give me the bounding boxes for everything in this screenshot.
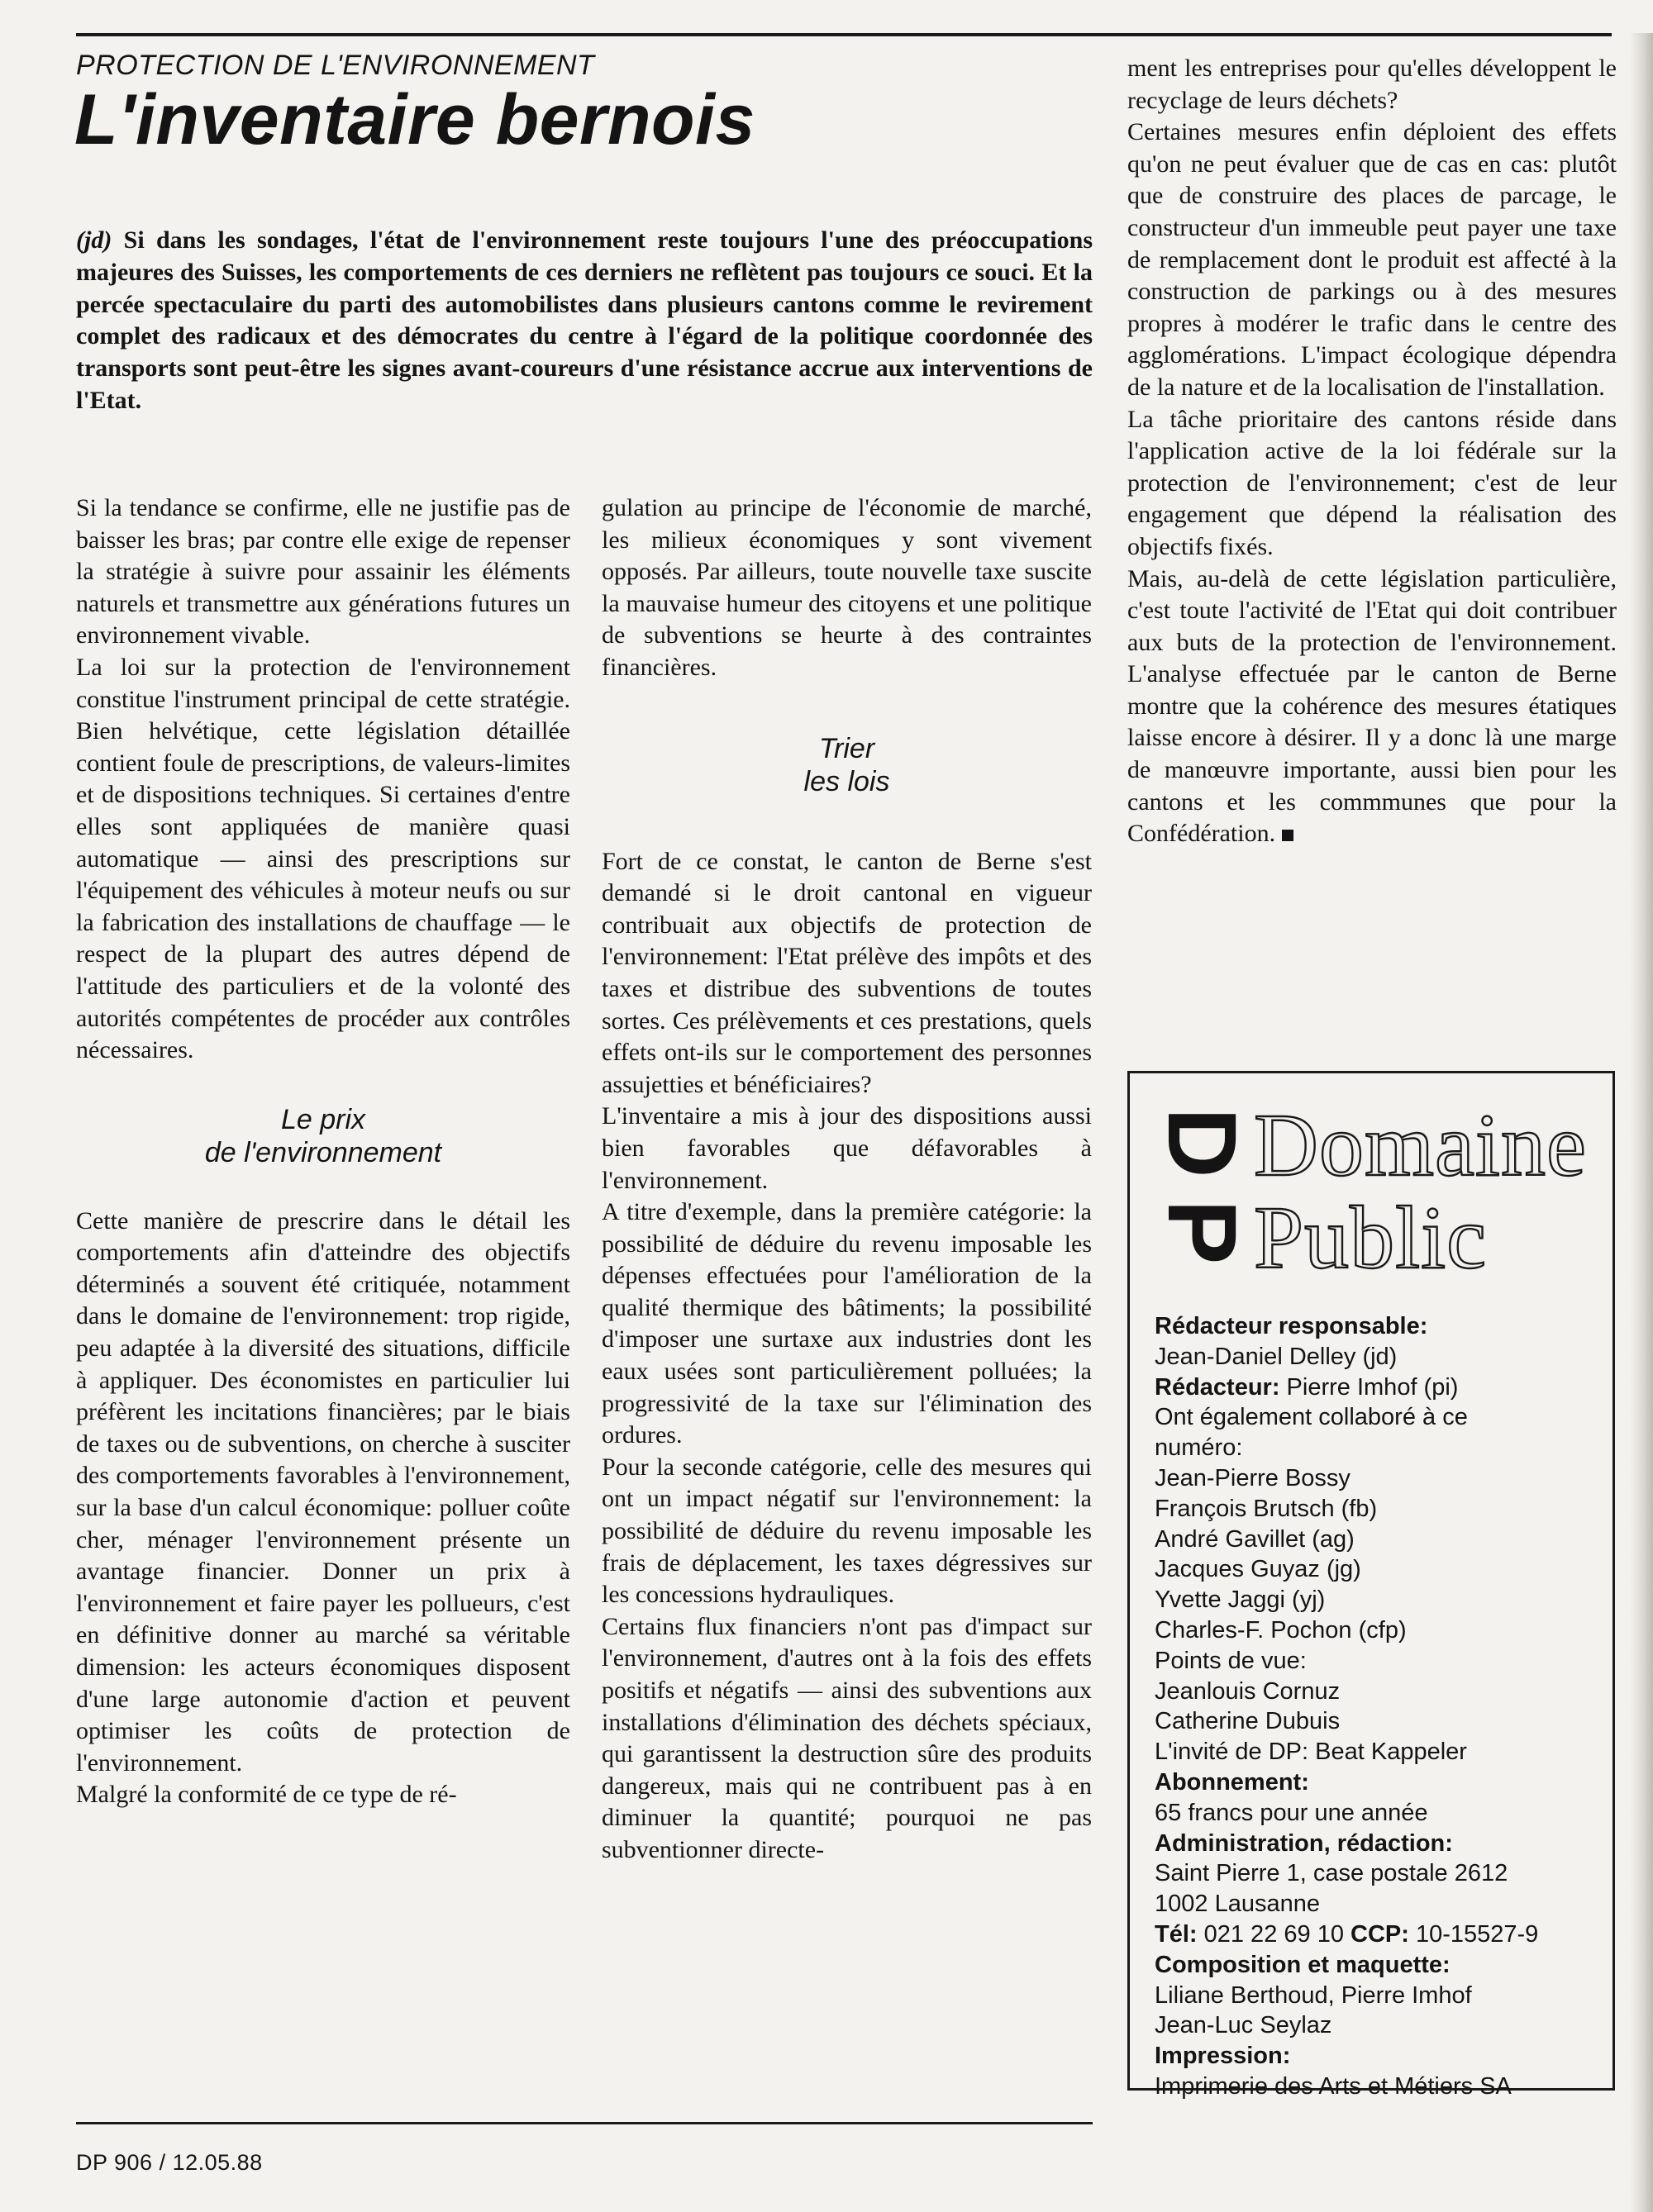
credit-line: Catherine Dubuis — [1155, 1708, 1341, 1735]
credit-line: Composition et maquette: — [1155, 1951, 1451, 1978]
logo-letter: D — [1147, 1107, 1256, 1178]
logo-words — [1254, 1096, 1587, 1287]
credit-line: Impression: — [1155, 2043, 1291, 2070]
subheading-line: Le prix — [280, 1103, 366, 1135]
paragraph: La loi sur la protection de l'environnement constitue l'instrument principal de cette stratégie. Bien helvétique, cette législation détaillée contient foule de prescriptions, de valeurs-limites et de dispositions techniques. Si certaines d'entre elles sont appliquées de manière quasi automatique — ainsi des prescriptions sur l'équipement des véhicules à moteur neufs ou sur la fabrication des installations de chauffage — le respect de la plupart des autres dépend de l'attitude des particuliers et de la volonté des autorités compétentes de procéder aux contrôles nécessaires. — [76, 653, 570, 1064]
credit-line: L'invité de DP: Beat Kappeler — [1155, 1739, 1467, 1766]
column-1 — [76, 492, 570, 1811]
subheading-prix — [76, 1103, 570, 1169]
credit-line: Jean-Luc Seylaz — [1155, 2012, 1332, 2039]
credit-line: 65 francs pour une année — [1155, 1799, 1428, 1826]
credit-line: Yvette Jaggi (yj) — [1155, 1586, 1326, 1614]
column-2 — [602, 492, 1092, 1867]
paragraph: ment les entreprises pour qu'elles développent le recyclage de leurs déchets? — [1127, 55, 1617, 114]
credit-line: Abonnement: — [1155, 1768, 1309, 1796]
credit-line: Ont également collaboré à ce — [1155, 1404, 1468, 1431]
subheading-trier — [602, 732, 1092, 798]
credit-line: Points de vue: — [1155, 1647, 1307, 1674]
credit-line: André Gavillet (ag) — [1155, 1525, 1355, 1553]
paragraph: Fort de ce constat, le canton de Berne s'est demandé si le droit cantonal en vigueur contribuait aux objectifs de protection de l'environnement: l'Etat prélève des impôts et des taxes et distribue des subventions de toutes sortes. Ces prélèvements et ces prestations, quels effets ont-ils sur le comportement des personnes assujetties et bénéficiaires? — [602, 847, 1092, 1098]
credit-line: Jacques Guyaz (jg) — [1155, 1556, 1361, 1583]
column-3 — [1127, 53, 1617, 850]
paragraph: L'inventaire a mis à jour des dispositions aussi bien favorables que défavorables à l'environnement. — [602, 1102, 1092, 1194]
paragraph: A titre d'exemple, dans la première catégorie: la possibilité de déduire du revenu imposable les dépenses effectuées pour l'amélioration de la qualité thermique des bâtiments; la possibilité d'imposer une surtaxe aux industries dont les eaux usées sont particulièrement polluées; la progressivité de la taxe sur l'élimination des ordures. — [602, 1198, 1092, 1449]
subheading-line: de l'environnement — [204, 1136, 442, 1168]
masthead-box — [1127, 1071, 1615, 2100]
page-edge-shadow — [1630, 33, 1653, 2212]
logo-letter: P — [1147, 1199, 1256, 1265]
logo-word: Domaine — [1254, 1096, 1587, 1195]
paragraph: Certaines mesures enfin déploient des effets qu'on ne peut évaluer que de cas en cas: plutôt que de construire des places de parcage, le constructeur d'un immeuble peut payer une taxe de remplacement dont le produit est affecté à la construction de parkings ou à des mesures propres à modérer le trafic dans le centre des agglomérations. L'impact écologique dépendra de la nature et de la localisation de l'installation. — [1127, 118, 1617, 401]
credit-line: Rédacteur: Pierre Imhof (pi) — [1155, 1373, 1459, 1401]
paragraph-text: Mais, au-delà de cette législation particulière, c'est toute l'activité de l'Etat qui doit contribuer aux buts de la protection de l'environnement. L'analyse effectuée par le canton de Berne montre que la cohérence des mesures étatiques laisse encore à désirer. Il y a donc là une marge de manœuvre importante, aussi bien pour les cantons et les commmunes que pour la Confédération. — [1127, 564, 1617, 848]
top-rule — [76, 33, 1612, 36]
credit-line: Liliane Berthoud, Pierre Imhof — [1155, 1981, 1472, 2009]
lead-author: (jd) — [76, 226, 112, 254]
paragraph: Malgré la conformité de ce type de ré- — [76, 1781, 457, 1809]
issue-footer: DP 906 / 12.05.88 — [76, 2150, 263, 2175]
credit-line: Jeanlouis Cornuz — [1155, 1677, 1341, 1705]
credit-line: numéro: — [1155, 1434, 1243, 1462]
credit-line: Jean-Daniel Delley (jd) — [1155, 1343, 1398, 1370]
paragraph: Cette manière de prescrire dans le détail les comportements afin d'atteindre des objectifs déterminés a souvent été critiquée, notamment dans le domaine de l'environnement: trop rigide, peu adaptée à la diversité des situations, difficile à appliquer. Des économistes en particulier lui préfèrent les incitations financières; par le biais de taxes ou de subventions, on cherche à susciter des comportements favorables à l'environnement, sur la base d'un calcul économique: polluer coûte cher, ménager l'environnement présente un avantage financier. Donner un prix à l'environnement et faire payer les pollueurs, c'est en définitive donner au marché sa véritable dimension: les acteurs économiques disposent d'une large autonomie d'action et peuvent optimiser les coûts de protection de l'environnement. — [76, 1206, 570, 1777]
paragraph: La tâche prioritaire des cantons réside dans l'application active de la loi fédérale sur la protection de l'environnement; c'est de leur engagement que dépend la réalisation des objectifs fixés. — [1127, 405, 1617, 560]
lead-text: Si dans les sondages, l'état de l'environnement reste toujours l'une des préoccupations majeures des Suisses, les comportements de ces derniers ne reflètent pas toujours ce souci. Et la percée spectaculaire du parti des automobilistes dans plusieurs cantons comme le revirement complet des radicaux et des démocrates du centre à l'égard de la politique coordonnée des transports sont peut-être les signes avant-coureurs d'une résistance accrue aux interventions de l'Etat. — [76, 226, 1093, 414]
credit-line: Imprimerie des Arts et Métiers SA — [1155, 2072, 1512, 2100]
credit-line: Tél: 021 22 69 10 CCP: 10-15527-9 — [1155, 1920, 1539, 1948]
logo-word: Public — [1254, 1189, 1488, 1287]
credit-line: Saint Pierre 1, case postale 2612 — [1155, 1860, 1508, 1887]
logo-dp-letters — [1147, 1098, 1256, 1288]
paragraph: Certains flux financiers n'ont pas d'impact sur l'environnement, d'autres ont à la fois des effets positifs et négatifs — ainsi des subventions aux installations d'élimination des déchets spéciaux, qui garantissent la destruction sûre des produits dangereux, mais qui ne contribuent pas à en diminuer la quantité; pourquoi ne pas subventionner directe- — [602, 1612, 1092, 1863]
subheading-line: les lois — [803, 765, 890, 797]
article-kicker: PROTECTION DE L'ENVIRONNEMENT — [76, 50, 595, 81]
paragraph: Si la tendance se confirme, elle ne justifie pas de baisser les bras; par contre elle exige de repenser la stratégie à suivre pour assainir les éléments naturels et transmettre aux générations futures un environnement vivable. — [76, 494, 570, 649]
credit-line: 1002 Lausanne — [1155, 1891, 1320, 1918]
credit-line: Administration, rédaction: — [1155, 1829, 1453, 1857]
domaine-public-logo — [1147, 1096, 1594, 1288]
credit-line: Rédacteur responsable: — [1155, 1313, 1428, 1339]
credit-line: François Brutsch (fb) — [1155, 1495, 1378, 1522]
paragraph: Pour la seconde catégorie, celle des mesures qui ont un impact négatif sur l'environnement: la possibilité de déduire du revenu imposable les frais de déplacement, les taxes dégressives sur les concessions hydrauliques. — [602, 1453, 1092, 1609]
article-lead — [76, 225, 1093, 417]
credit-line: Jean-Pierre Bossy — [1155, 1464, 1351, 1491]
bottom-rule — [76, 2122, 1093, 2124]
masthead-credits — [1155, 1311, 1605, 2102]
credit-line: Charles-F. Pochon (cfp) — [1155, 1616, 1407, 1644]
paragraph-final — [1127, 564, 1617, 850]
subheading-line: Trier — [818, 732, 875, 764]
paragraph: gulation au principe de l'économie de marché, les milieux économiques y sont vivement opposés. Par ailleurs, toute nouvelle taxe suscite la mauvaise humeur des citoyens et une politique de subventions se heurte à des contraintes financières. — [602, 494, 1092, 681]
article-title: L'inventaire bernois — [74, 80, 755, 159]
end-of-article-mark — [1282, 830, 1293, 841]
